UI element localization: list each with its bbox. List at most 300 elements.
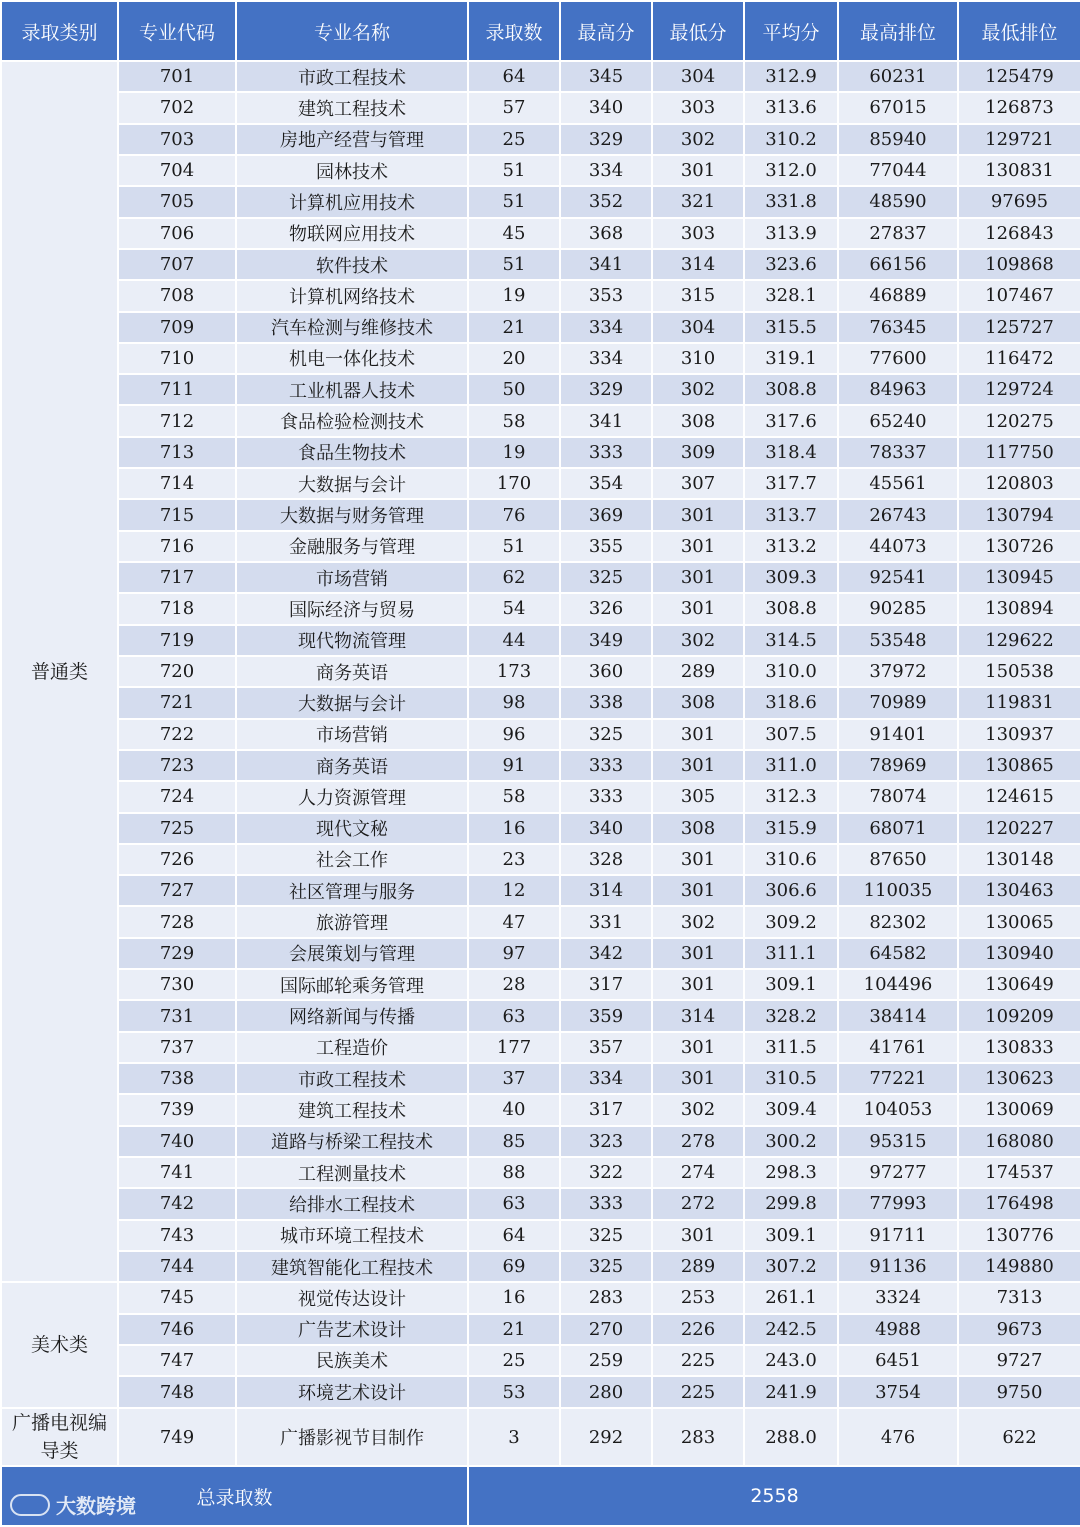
min-rank-cell: 130148	[958, 844, 1080, 875]
min-rank-cell: 130794	[958, 499, 1080, 530]
max-score-cell: 317	[560, 1094, 652, 1125]
admitted-count-cell: 51	[468, 531, 560, 562]
min-rank-cell: 149880	[958, 1251, 1080, 1282]
min-rank-cell: 622	[958, 1408, 1080, 1466]
major-code-cell: 741	[118, 1157, 236, 1188]
max-rank-cell: 476	[838, 1408, 958, 1466]
major-name-cell: 工程造价	[236, 1032, 468, 1063]
major-name-cell: 会展策划与管理	[236, 938, 468, 969]
min-score-cell: 301	[652, 875, 744, 906]
max-rank-cell: 46889	[838, 280, 958, 311]
category-cell: 普通类	[1, 61, 118, 1282]
avg-score-cell: 288.0	[744, 1408, 838, 1466]
header-admitted-count: 录取数	[468, 1, 560, 61]
avg-score-cell: 313.9	[744, 218, 838, 249]
avg-score-cell: 317.6	[744, 405, 838, 436]
major-name-cell: 环境艺术设计	[236, 1376, 468, 1408]
major-name-cell: 现代物流管理	[236, 625, 468, 656]
major-code-cell: 707	[118, 249, 236, 280]
admitted-count-cell: 98	[468, 687, 560, 718]
min-score-cell: 225	[652, 1376, 744, 1408]
min-rank-cell: 120227	[958, 813, 1080, 844]
major-name-cell: 给排水工程技术	[236, 1188, 468, 1219]
admitted-count-cell: 37	[468, 1063, 560, 1094]
table-row	[1, 1094, 1080, 1125]
min-score-cell: 283	[652, 1408, 744, 1466]
table-row	[1, 1063, 1080, 1094]
major-code-cell: 703	[118, 124, 236, 155]
major-code-cell: 723	[118, 750, 236, 781]
max-rank-cell: 91136	[838, 1251, 958, 1282]
min-score-cell: 310	[652, 343, 744, 374]
table-row	[1, 92, 1080, 123]
min-rank-cell: 125479	[958, 61, 1080, 92]
header-row	[1, 1, 1080, 61]
avg-score-cell: 311.1	[744, 938, 838, 969]
major-name-cell: 市政工程技术	[236, 61, 468, 92]
max-score-cell: 326	[560, 593, 652, 624]
footer-row	[1, 1466, 1080, 1526]
table-row	[1, 1251, 1080, 1282]
admitted-count-cell: 97	[468, 938, 560, 969]
major-code-cell: 740	[118, 1126, 236, 1157]
min-score-cell: 301	[652, 531, 744, 562]
min-rank-cell: 125727	[958, 312, 1080, 343]
major-name-cell: 市政工程技术	[236, 1063, 468, 1094]
min-score-cell: 226	[652, 1314, 744, 1345]
min-rank-cell: 129721	[958, 124, 1080, 155]
max-rank-cell: 78074	[838, 781, 958, 812]
table-row	[1, 1157, 1080, 1188]
min-score-cell: 253	[652, 1282, 744, 1313]
min-rank-cell: 130945	[958, 562, 1080, 593]
min-rank-cell: 130069	[958, 1094, 1080, 1125]
max-rank-cell: 104053	[838, 1094, 958, 1125]
table-row	[1, 124, 1080, 155]
major-code-cell: 729	[118, 938, 236, 969]
min-score-cell: 304	[652, 312, 744, 343]
admitted-count-cell: 57	[468, 92, 560, 123]
table-row	[1, 499, 1080, 530]
major-code-cell: 702	[118, 92, 236, 123]
admitted-count-cell: 45	[468, 218, 560, 249]
avg-score-cell: 311.0	[744, 750, 838, 781]
header-max-rank: 最高排位	[838, 1, 958, 61]
min-score-cell: 225	[652, 1345, 744, 1376]
admitted-count-cell: 21	[468, 312, 560, 343]
table-row	[1, 249, 1080, 280]
admitted-count-cell: 20	[468, 343, 560, 374]
admitted-count-cell: 3	[468, 1408, 560, 1466]
min-rank-cell: 130833	[958, 1032, 1080, 1063]
min-rank-cell: 109868	[958, 249, 1080, 280]
max-score-cell: 325	[560, 719, 652, 750]
major-name-cell: 计算机网络技术	[236, 280, 468, 311]
major-name-cell: 金融服务与管理	[236, 531, 468, 562]
min-score-cell: 302	[652, 625, 744, 656]
max-rank-cell: 70989	[838, 687, 958, 718]
table-row	[1, 750, 1080, 781]
major-code-cell: 714	[118, 468, 236, 499]
max-score-cell: 368	[560, 218, 652, 249]
max-score-cell: 322	[560, 1157, 652, 1188]
min-score-cell: 301	[652, 844, 744, 875]
min-rank-cell: 130726	[958, 531, 1080, 562]
avg-score-cell: 317.7	[744, 468, 838, 499]
admitted-count-cell: 58	[468, 781, 560, 812]
admitted-count-cell: 177	[468, 1032, 560, 1063]
max-rank-cell: 53548	[838, 625, 958, 656]
admitted-count-cell: 76	[468, 499, 560, 530]
major-code-cell: 746	[118, 1314, 236, 1345]
admitted-count-cell: 19	[468, 280, 560, 311]
max-score-cell: 352	[560, 186, 652, 217]
min-score-cell: 301	[652, 1220, 744, 1251]
max-score-cell: 334	[560, 1063, 652, 1094]
max-rank-cell: 82302	[838, 906, 958, 937]
admitted-count-cell: 58	[468, 405, 560, 436]
min-score-cell: 303	[652, 218, 744, 249]
min-score-cell: 304	[652, 61, 744, 92]
min-score-cell: 301	[652, 499, 744, 530]
admitted-count-cell: 25	[468, 1345, 560, 1376]
min-rank-cell: 117750	[958, 437, 1080, 468]
max-rank-cell: 3324	[838, 1282, 958, 1313]
max-rank-cell: 90285	[838, 593, 958, 624]
table-row	[1, 405, 1080, 436]
admitted-count-cell: 64	[468, 61, 560, 92]
table-row	[1, 468, 1080, 499]
min-score-cell: 301	[652, 719, 744, 750]
min-rank-cell: 107467	[958, 280, 1080, 311]
max-score-cell: 357	[560, 1032, 652, 1063]
major-name-cell: 软件技术	[236, 249, 468, 280]
min-rank-cell: 124615	[958, 781, 1080, 812]
max-score-cell: 325	[560, 1220, 652, 1251]
max-score-cell: 340	[560, 92, 652, 123]
major-code-cell: 727	[118, 875, 236, 906]
avg-score-cell: 300.2	[744, 1126, 838, 1157]
table-row	[1, 531, 1080, 562]
major-name-cell: 计算机应用技术	[236, 186, 468, 217]
admitted-count-cell: 54	[468, 593, 560, 624]
major-code-cell: 706	[118, 218, 236, 249]
table-row	[1, 1345, 1080, 1376]
min-rank-cell: 119831	[958, 687, 1080, 718]
admitted-count-cell: 19	[468, 437, 560, 468]
table-row	[1, 906, 1080, 937]
min-rank-cell: 130776	[958, 1220, 1080, 1251]
avg-score-cell: 306.6	[744, 875, 838, 906]
header-category: 录取类别	[1, 1, 118, 61]
avg-score-cell: 261.1	[744, 1282, 838, 1313]
avg-score-cell: 312.9	[744, 61, 838, 92]
table-row	[1, 875, 1080, 906]
min-score-cell: 301	[652, 750, 744, 781]
max-rank-cell: 104496	[838, 969, 958, 1000]
max-score-cell: 333	[560, 781, 652, 812]
min-score-cell: 308	[652, 405, 744, 436]
major-name-cell: 大数据与会计	[236, 468, 468, 499]
min-rank-cell: 130649	[958, 969, 1080, 1000]
max-score-cell: 328	[560, 844, 652, 875]
avg-score-cell: 309.3	[744, 562, 838, 593]
max-score-cell: 353	[560, 280, 652, 311]
major-name-cell: 人力资源管理	[236, 781, 468, 812]
max-score-cell: 340	[560, 813, 652, 844]
major-code-cell: 748	[118, 1376, 236, 1408]
max-rank-cell: 95315	[838, 1126, 958, 1157]
admitted-count-cell: 25	[468, 124, 560, 155]
admitted-count-cell: 51	[468, 155, 560, 186]
admitted-count-cell: 170	[468, 468, 560, 499]
max-score-cell: 333	[560, 750, 652, 781]
avg-score-cell: 310.2	[744, 124, 838, 155]
max-score-cell: 334	[560, 312, 652, 343]
major-code-cell: 716	[118, 531, 236, 562]
major-name-cell: 广告艺术设计	[236, 1314, 468, 1345]
max-rank-cell: 87650	[838, 844, 958, 875]
max-rank-cell: 77221	[838, 1063, 958, 1094]
min-score-cell: 303	[652, 92, 744, 123]
major-code-cell: 725	[118, 813, 236, 844]
max-rank-cell: 27837	[838, 218, 958, 249]
total-value: 2558	[468, 1466, 1080, 1526]
admitted-count-cell: 91	[468, 750, 560, 781]
avg-score-cell: 307.5	[744, 719, 838, 750]
major-code-cell: 720	[118, 656, 236, 687]
max-score-cell: 334	[560, 155, 652, 186]
min-rank-cell: 130937	[958, 719, 1080, 750]
major-code-cell: 737	[118, 1032, 236, 1063]
major-code-cell: 721	[118, 687, 236, 718]
header-min-rank: 最低排位	[958, 1, 1080, 61]
major-name-cell: 视觉传达设计	[236, 1282, 468, 1313]
max-rank-cell: 37972	[838, 656, 958, 687]
min-rank-cell: 174537	[958, 1157, 1080, 1188]
table-row	[1, 813, 1080, 844]
major-name-cell: 食品检验检测技术	[236, 405, 468, 436]
major-name-cell: 物联网应用技术	[236, 218, 468, 249]
max-rank-cell: 44073	[838, 531, 958, 562]
min-score-cell: 301	[652, 938, 744, 969]
major-code-cell: 712	[118, 405, 236, 436]
major-name-cell: 市场营销	[236, 562, 468, 593]
table-row	[1, 343, 1080, 374]
major-name-cell: 道路与桥梁工程技术	[236, 1126, 468, 1157]
header-min-score: 最低分	[652, 1, 744, 61]
major-code-cell: 726	[118, 844, 236, 875]
table-row	[1, 61, 1080, 92]
min-rank-cell: 116472	[958, 343, 1080, 374]
header-max-score: 最高分	[560, 1, 652, 61]
min-score-cell: 302	[652, 906, 744, 937]
max-rank-cell: 4988	[838, 1314, 958, 1345]
admitted-count-cell: 63	[468, 1000, 560, 1031]
major-code-cell: 719	[118, 625, 236, 656]
min-score-cell: 308	[652, 687, 744, 718]
max-score-cell: 325	[560, 562, 652, 593]
major-code-cell: 731	[118, 1000, 236, 1031]
major-name-cell: 房地产经营与管理	[236, 124, 468, 155]
min-rank-cell: 150538	[958, 656, 1080, 687]
major-name-cell: 商务英语	[236, 750, 468, 781]
max-score-cell: 317	[560, 969, 652, 1000]
avg-score-cell: 242.5	[744, 1314, 838, 1345]
max-rank-cell: 3754	[838, 1376, 958, 1408]
max-score-cell: 270	[560, 1314, 652, 1345]
major-code-cell: 711	[118, 374, 236, 405]
avg-score-cell: 299.8	[744, 1188, 838, 1219]
table-row	[1, 844, 1080, 875]
admitted-count-cell: 63	[468, 1188, 560, 1219]
table-row	[1, 625, 1080, 656]
major-name-cell: 社会工作	[236, 844, 468, 875]
major-code-cell: 749	[118, 1408, 236, 1466]
major-code-cell: 705	[118, 186, 236, 217]
admitted-count-cell: 21	[468, 1314, 560, 1345]
table-row	[1, 938, 1080, 969]
avg-score-cell: 308.8	[744, 593, 838, 624]
avg-score-cell: 318.4	[744, 437, 838, 468]
category-cell: 广播电视编导类	[1, 1408, 118, 1466]
table-row	[1, 312, 1080, 343]
min-rank-cell: 97695	[958, 186, 1080, 217]
max-rank-cell: 68071	[838, 813, 958, 844]
table-row	[1, 656, 1080, 687]
major-code-cell: 718	[118, 593, 236, 624]
avg-score-cell: 313.6	[744, 92, 838, 123]
max-score-cell: 329	[560, 374, 652, 405]
major-code-cell: 745	[118, 1282, 236, 1313]
min-score-cell: 289	[652, 656, 744, 687]
min-rank-cell: 129622	[958, 625, 1080, 656]
min-rank-cell: 176498	[958, 1188, 1080, 1219]
table-row	[1, 593, 1080, 624]
min-rank-cell: 126843	[958, 218, 1080, 249]
admitted-count-cell: 85	[468, 1126, 560, 1157]
table-row	[1, 1126, 1080, 1157]
major-name-cell: 广播影视节目制作	[236, 1408, 468, 1466]
major-name-cell: 食品生物技术	[236, 437, 468, 468]
max-score-cell: 341	[560, 249, 652, 280]
major-code-cell: 724	[118, 781, 236, 812]
avg-score-cell: 308.8	[744, 374, 838, 405]
min-score-cell: 307	[652, 468, 744, 499]
avg-score-cell: 315.9	[744, 813, 838, 844]
table-row	[1, 1314, 1080, 1345]
max-score-cell: 354	[560, 468, 652, 499]
max-rank-cell: 91401	[838, 719, 958, 750]
avg-score-cell: 313.2	[744, 531, 838, 562]
table-row	[1, 719, 1080, 750]
major-name-cell: 现代文秘	[236, 813, 468, 844]
max-score-cell: 359	[560, 1000, 652, 1031]
avg-score-cell: 313.7	[744, 499, 838, 530]
table-row	[1, 374, 1080, 405]
major-name-cell: 建筑工程技术	[236, 92, 468, 123]
min-rank-cell: 168080	[958, 1126, 1080, 1157]
admitted-count-cell: 16	[468, 1282, 560, 1313]
avg-score-cell: 307.2	[744, 1251, 838, 1282]
min-rank-cell: 109209	[958, 1000, 1080, 1031]
admitted-count-cell: 51	[468, 186, 560, 217]
major-name-cell: 民族美术	[236, 1345, 468, 1376]
avg-score-cell: 312.0	[744, 155, 838, 186]
max-score-cell: 292	[560, 1408, 652, 1466]
admitted-count-cell: 53	[468, 1376, 560, 1408]
major-code-cell: 728	[118, 906, 236, 937]
admitted-count-cell: 23	[468, 844, 560, 875]
max-rank-cell: 85940	[838, 124, 958, 155]
table-body	[1, 61, 1080, 1466]
table-row	[1, 781, 1080, 812]
major-code-cell: 710	[118, 343, 236, 374]
min-score-cell: 314	[652, 1000, 744, 1031]
avg-score-cell: 243.0	[744, 1345, 838, 1376]
min-rank-cell: 120275	[958, 405, 1080, 436]
major-name-cell: 汽车检测与维修技术	[236, 312, 468, 343]
min-rank-cell: 129724	[958, 374, 1080, 405]
avg-score-cell: 315.5	[744, 312, 838, 343]
min-score-cell: 305	[652, 781, 744, 812]
max-score-cell: 333	[560, 437, 652, 468]
max-rank-cell: 91711	[838, 1220, 958, 1251]
max-score-cell: 329	[560, 124, 652, 155]
table-row	[1, 1032, 1080, 1063]
avg-score-cell: 319.1	[744, 343, 838, 374]
table-row	[1, 218, 1080, 249]
avg-score-cell: 323.6	[744, 249, 838, 280]
min-score-cell: 309	[652, 437, 744, 468]
avg-score-cell: 309.1	[744, 1220, 838, 1251]
avg-score-cell: 331.8	[744, 186, 838, 217]
max-rank-cell: 76345	[838, 312, 958, 343]
max-score-cell: 259	[560, 1345, 652, 1376]
admitted-count-cell: 62	[468, 562, 560, 593]
max-rank-cell: 77600	[838, 343, 958, 374]
header-major-name: 专业名称	[236, 1, 468, 61]
min-score-cell: 301	[652, 593, 744, 624]
major-code-cell: 713	[118, 437, 236, 468]
min-rank-cell: 130065	[958, 906, 1080, 937]
min-score-cell: 301	[652, 1032, 744, 1063]
major-name-cell: 大数据与会计	[236, 687, 468, 718]
avg-score-cell: 310.5	[744, 1063, 838, 1094]
avg-score-cell: 311.5	[744, 1032, 838, 1063]
max-rank-cell: 64582	[838, 938, 958, 969]
avg-score-cell: 309.1	[744, 969, 838, 1000]
major-code-cell: 717	[118, 562, 236, 593]
header-major-code: 专业代码	[118, 1, 236, 61]
major-name-cell: 旅游管理	[236, 906, 468, 937]
max-score-cell: 338	[560, 687, 652, 718]
min-rank-cell: 7313	[958, 1282, 1080, 1313]
min-score-cell: 274	[652, 1157, 744, 1188]
max-rank-cell: 6451	[838, 1345, 958, 1376]
max-rank-cell: 84963	[838, 374, 958, 405]
major-code-cell: 709	[118, 312, 236, 343]
max-rank-cell: 77993	[838, 1188, 958, 1219]
table-row	[1, 1188, 1080, 1219]
max-score-cell: 341	[560, 405, 652, 436]
max-rank-cell: 67015	[838, 92, 958, 123]
admitted-count-cell: 69	[468, 1251, 560, 1282]
min-rank-cell: 9727	[958, 1345, 1080, 1376]
major-name-cell: 机电一体化技术	[236, 343, 468, 374]
min-score-cell: 272	[652, 1188, 744, 1219]
max-rank-cell: 60231	[838, 61, 958, 92]
